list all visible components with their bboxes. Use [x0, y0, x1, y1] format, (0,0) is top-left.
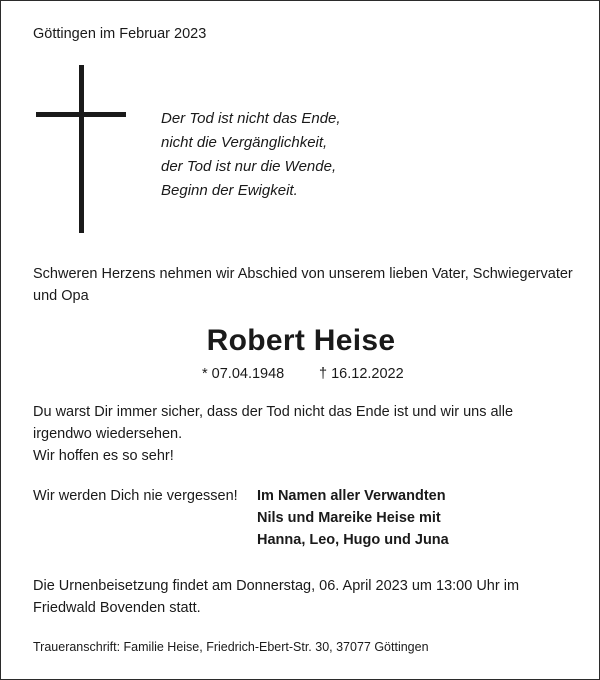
mourning-address: Traueranschrift: Familie Heise, Friedrich-Ebert-Str. 30, 37077 Göttingen [33, 640, 429, 654]
place-date: Göttingen im Februar 2023 [33, 26, 207, 42]
poem-line: nicht die Vergänglichkeit, [161, 134, 328, 151]
signoff-line: Im Namen aller Verwandten [257, 488, 446, 504]
burial-info: Die Urnenbeisetzung findet am Donnerstag, 06. April 2023 um 13:00 Uhr im Friedwald Bovenden statt. [33, 578, 520, 616]
poem-line: Beginn der Ewigkeit. [161, 182, 298, 199]
signoff-line: Hanna, Leo, Hugo und Juna [257, 532, 449, 548]
birth-date: * 07.04.1948 [202, 366, 285, 382]
message-paragraph: Wir hoffen es so sehr! [33, 448, 174, 464]
farewell-text: Wir werden Dich nie vergessen! [33, 488, 238, 504]
intro-text: Schweren Herzens nehmen wir Abschied von unserem lieben Vater, Schwiegervater und Opa [33, 266, 573, 304]
signoff [257, 485, 449, 551]
deceased-name: Robert Heise [206, 324, 396, 357]
death-date: † 16.12.2022 [319, 366, 404, 382]
cross-vertical-bar [79, 65, 84, 233]
message [33, 401, 573, 467]
poem [161, 107, 341, 203]
poem-line: Der Tod ist nicht das Ende, [161, 110, 341, 127]
signoff-line: Nils und Mareike Heise mit [257, 510, 441, 526]
cross-horizontal-bar [36, 112, 126, 117]
message-paragraph: Du warst Dir immer sicher, dass der Tod nicht das Ende ist und wir uns alle irgendwo wiedersehen. [33, 404, 514, 442]
poem-line: der Tod ist nur die Wende, [161, 158, 337, 175]
